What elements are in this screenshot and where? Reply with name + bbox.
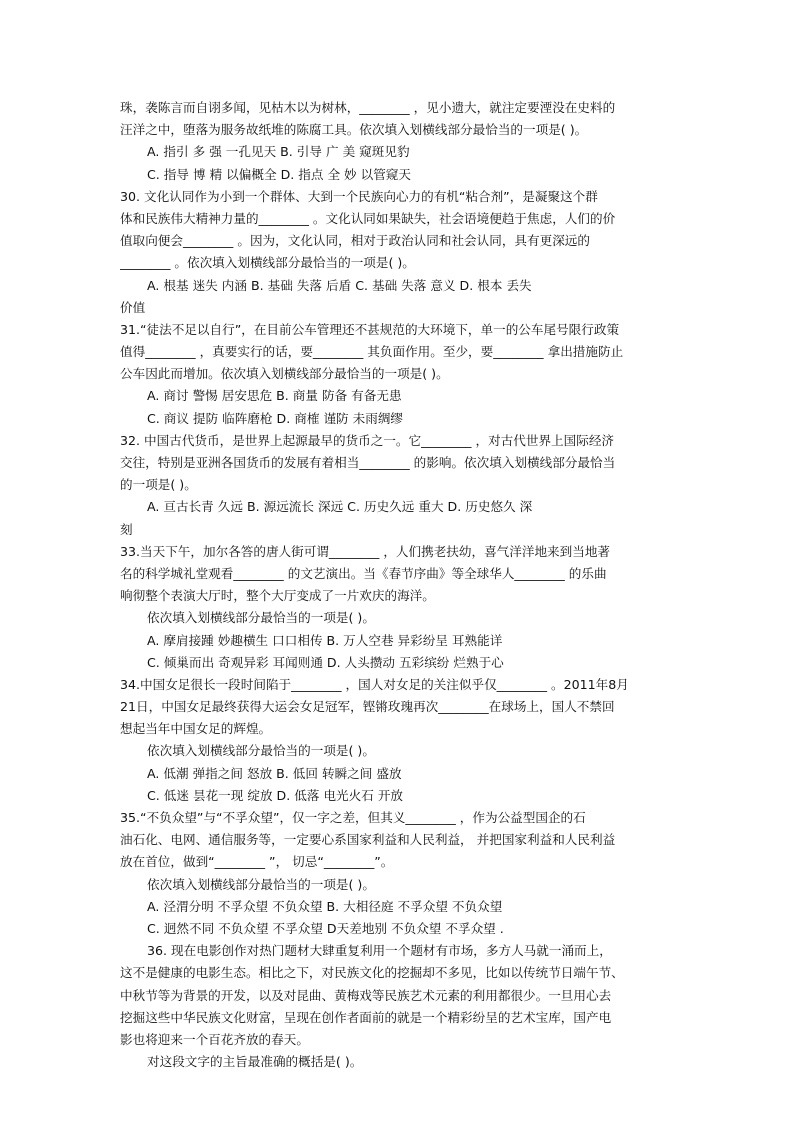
- answer-options-line: C. 商议 提防 临阵磨枪 D. 商榷 谨防 未雨绸缪: [147, 410, 404, 426]
- text-line: 影也将迎来一个百花齐放的春天。: [120, 1031, 309, 1047]
- text-line: 这不是健康的电影生态。相比之下，对民族文化的挖掘却不多见，比如以传统节日端午节、: [120, 965, 624, 981]
- text-line: 31.“徒法不足以自行”，在目前公车管理还不甚规范的大环境下，单一的公车尾号限行政策: [120, 321, 620, 337]
- text-line: 值得________ ，真要实行的话，要________ 其负面作用。至少，要________ 拿出措施防止: [120, 344, 624, 360]
- answer-options-line: C. 倾巢而出 奇观异彩 耳闻则通 D. 人头攒动 五彩缤纷 烂熟于心: [147, 654, 504, 670]
- answer-options-line: C. 低迷 昙花一现 绽放 D. 低落 电光火石 开放: [147, 787, 404, 803]
- text-line: 珠，袭陈言而自诩多闻，见枯木以为树林，________ ，见小遗大，就注定要湮没在史料的: [120, 100, 616, 115]
- answer-options-line: A. 摩肩接踵 妙趣横生 口口相传 B. 万人空巷 异彩纷呈 耳熟能详: [147, 632, 503, 648]
- text-line: 34.中国女足很长一段时间陷于________ ，国人对女足的关注似乎仅________ 。2011年8月: [120, 676, 629, 692]
- text-line: 放在首位，做到“________ ”， 切忌“________”。: [120, 854, 394, 870]
- answer-options-line: A. 根基 迷失 内涵 B. 基础 失落 后盾 C. 基础 失落 意义 D. 根本 丢失: [147, 277, 532, 293]
- text-line: 的一项是( )。: [120, 477, 197, 493]
- text-line: 刻: [120, 521, 133, 537]
- text-line: 交往，特别是亚洲各国货币的发展有着相当________ 的影响。依次填入划横线部分最恰当: [120, 455, 616, 470]
- answer-options-line: C. 迥然不同 不负众望 不孚众望 D天差地别 不负众望 不孚众望 .: [147, 920, 504, 936]
- text-line: 值取向便会________ 。因为，文化认同，相对于政治认同和社会认同，具有更深远的: [120, 233, 590, 249]
- text-line: 36. 现在电影创作对热门题材大肆重复利用一个题材有市场，多方人马就一涌而上，: [147, 943, 612, 959]
- answer-options-line: A. 指引 多 强 一孔见天 B. 引导 广 美 窥斑见豹: [147, 144, 410, 160]
- text-line: 依次填入划横线部分最恰当的一项是( )。: [147, 610, 375, 626]
- answer-options-line: A. 泾渭分明 不孚众望 不负众望 B. 大相径庭 不孚众望 不负众望: [147, 898, 503, 914]
- text-line: 体和民族伟大精神力量的________ 。文化认同如果缺失，社会语境便趋于焦虑，人们的价: [120, 210, 616, 226]
- text-line: 想起当年中国女足的辉煌。: [120, 721, 272, 737]
- text-line: 21日，中国女足最终获得大运会女足冠军，铿锵玫瑰再次________在球场上，国人不禁回: [120, 699, 615, 715]
- text-line: 35.“不负众望”与“不孚众望”，仅一字之差，但其义________ ，作为公益型国企的石: [120, 810, 586, 825]
- text-line: 油石化、电网、通信服务等，一定要心系国家利益和人民利益， 并把国家利益和人民利益: [120, 832, 616, 848]
- text-line: 依次填入划横线部分最恰当的一项是( )。: [147, 743, 375, 759]
- answer-options-line: A. 低潮 弹指之间 怒放 B. 低回 转瞬之间 盛放: [147, 765, 402, 781]
- text-line: 30. 文化认同作为小到一个群体、大到一个民族向心力的有机“粘合剂”，是凝聚这个群: [120, 188, 598, 204]
- answer-options-line: A. 商讨 警惕 居安思危 B. 商量 防备 有备无患: [147, 388, 402, 404]
- text-line: 对这段文字的主旨最准确的概括是( )。: [147, 1054, 363, 1070]
- text-line: 依次填入划横线部分最恰当的一项是( )。: [147, 876, 375, 892]
- text-line: 名的科学城礼堂观看________ 的文艺演出。当《春节序曲》等全球华人________ 的乐曲: [120, 565, 607, 581]
- text-line: 中秋节等为背景的开发，以及对昆曲、黄梅戏等民族艺术元素的利用都很少。一旦用心去: [120, 987, 612, 1003]
- text-line: 32. 中国古代货币，是世界上起源最早的货币之一。它________ ，对古代世界上国际经济: [120, 432, 615, 448]
- text-line: ________ 。依次填入划横线部分最恰当的一项是( )。: [120, 255, 415, 271]
- answer-options-line: C. 指导 博 精 以偏概全 D. 指点 全 妙 以管窥天: [147, 166, 412, 182]
- text-line: 价值: [120, 299, 146, 315]
- text-line: 挖掘这些中华民族文化财富，呈现在创作者面前的就是一个精彩纷呈的艺术宝库，国产电: [120, 1009, 612, 1025]
- text-line: 汪洋之中，堕落为服务故纸堆的陈腐工具。依次填入划横线部分最恰当的一项是( )。: [120, 122, 588, 138]
- answer-options-line: A. 亘古长青 久远 B. 源远流长 深远 C. 历史久远 重大 D. 历史悠久 深: [147, 499, 533, 515]
- document-page: [120, 97, 675, 1073]
- text-line: 33.当天下午，加尔各答的唐人街可谓________ ，人们携老扶幼，喜气洋洋地来到当地著: [120, 543, 611, 559]
- text-line: 公车因此而增加。依次填入划横线部分最恰当的一项是( )。: [120, 366, 449, 382]
- text-line: 响彻整个表演大厅时，整个大厅变成了一片欢庆的海洋。: [120, 588, 435, 604]
